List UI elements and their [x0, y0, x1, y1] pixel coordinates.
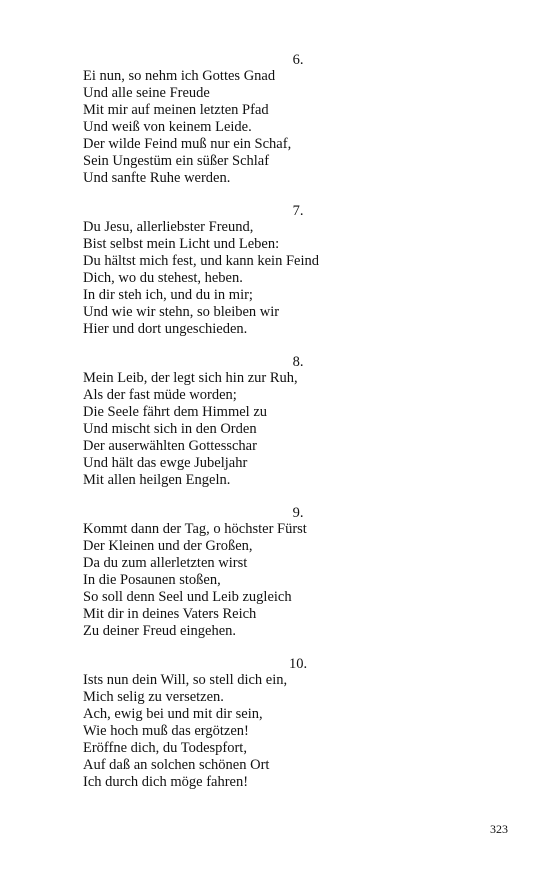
- stanza-number: 8.: [292, 354, 304, 370]
- verse-line: Und alle seine Freude: [83, 85, 210, 101]
- verse-line: Und mischt sich in den Orden: [83, 421, 257, 437]
- verse-line: Kommt dann der Tag, o höchster Fürst: [83, 521, 307, 537]
- page-number: 323: [490, 822, 508, 836]
- verse-line: Ach, ewig bei und mit dir sein,: [83, 706, 263, 722]
- verse-line: Die Seele fährt dem Himmel zu: [83, 404, 268, 420]
- verse-line: Ists nun dein Will, so stell dich ein,: [83, 672, 288, 688]
- verse-line: Ei nun, so nehm ich Gottes Gnad: [83, 68, 276, 84]
- verse-line: Mich selig zu versetzen.: [83, 689, 224, 705]
- verse-line: Mein Leib, der legt sich hin zur Ruh,: [83, 370, 298, 386]
- verse-line: Und sanfte Ruhe werden.: [83, 170, 231, 186]
- stanza-lines: [83, 370, 298, 489]
- verse-line: Auf daß an solchen schönen Ort: [83, 757, 270, 773]
- verse-line: So soll denn Seel und Leib zugleich: [83, 589, 292, 605]
- verse-line: Ich durch dich möge fahren!: [83, 774, 249, 790]
- verse-line: Mit mir auf meinen letzten Pfad: [83, 102, 269, 118]
- verse-line: Und hält das ewge Jubeljahr: [83, 455, 248, 471]
- verse-line: Wie hoch muß das ergötzen!: [83, 723, 249, 739]
- verse-line: Zu deiner Freud eingehen.: [83, 623, 237, 639]
- verse-line: Eröffne dich, du Todespfort,: [83, 740, 247, 756]
- verse-line: Da du zum allerletzten wirst: [83, 555, 248, 571]
- verse-line: Der wilde Feind muß nur ein Schaf,: [83, 136, 292, 152]
- verse-line: Mit allen heilgen Engeln.: [83, 472, 231, 488]
- stanza-number: 9.: [292, 505, 304, 521]
- stanza-lines: [83, 68, 291, 187]
- stanza-number: 6.: [292, 52, 304, 68]
- verse-line: Als der fast müde worden;: [83, 387, 237, 403]
- stanza-number: 10.: [288, 656, 308, 672]
- stanza-lines: [83, 219, 319, 338]
- verse-line: Und weiß von keinem Leide.: [83, 119, 252, 135]
- verse-line: Der auserwählten Gottesschar: [83, 438, 257, 454]
- verse-line: Mit dir in deines Vaters Reich: [83, 606, 257, 622]
- stanza-number: 7.: [292, 203, 304, 219]
- verse-line: Dich, wo du stehest, heben.: [83, 270, 243, 286]
- verse-line: Du hältst mich fest, und kann kein Feind: [83, 253, 319, 269]
- verse-line: In dir steh ich, und du in mir;: [83, 287, 253, 303]
- stanza-lines: [83, 521, 307, 640]
- verse-line: Du Jesu, allerliebster Freund,: [83, 219, 254, 235]
- verse-line: Der Kleinen und der Großen,: [83, 538, 253, 554]
- verse-line: Und wie wir stehn, so bleiben wir: [83, 304, 280, 320]
- verse-line: In die Posaunen stoßen,: [83, 572, 221, 588]
- stanza-lines: [83, 672, 287, 791]
- verse-line: Sein Ungestüm ein süßer Schlaf: [83, 153, 270, 169]
- verse-line: Bist selbst mein Licht und Leben:: [83, 236, 280, 252]
- verse-line: Hier und dort ungeschieden.: [83, 321, 248, 337]
